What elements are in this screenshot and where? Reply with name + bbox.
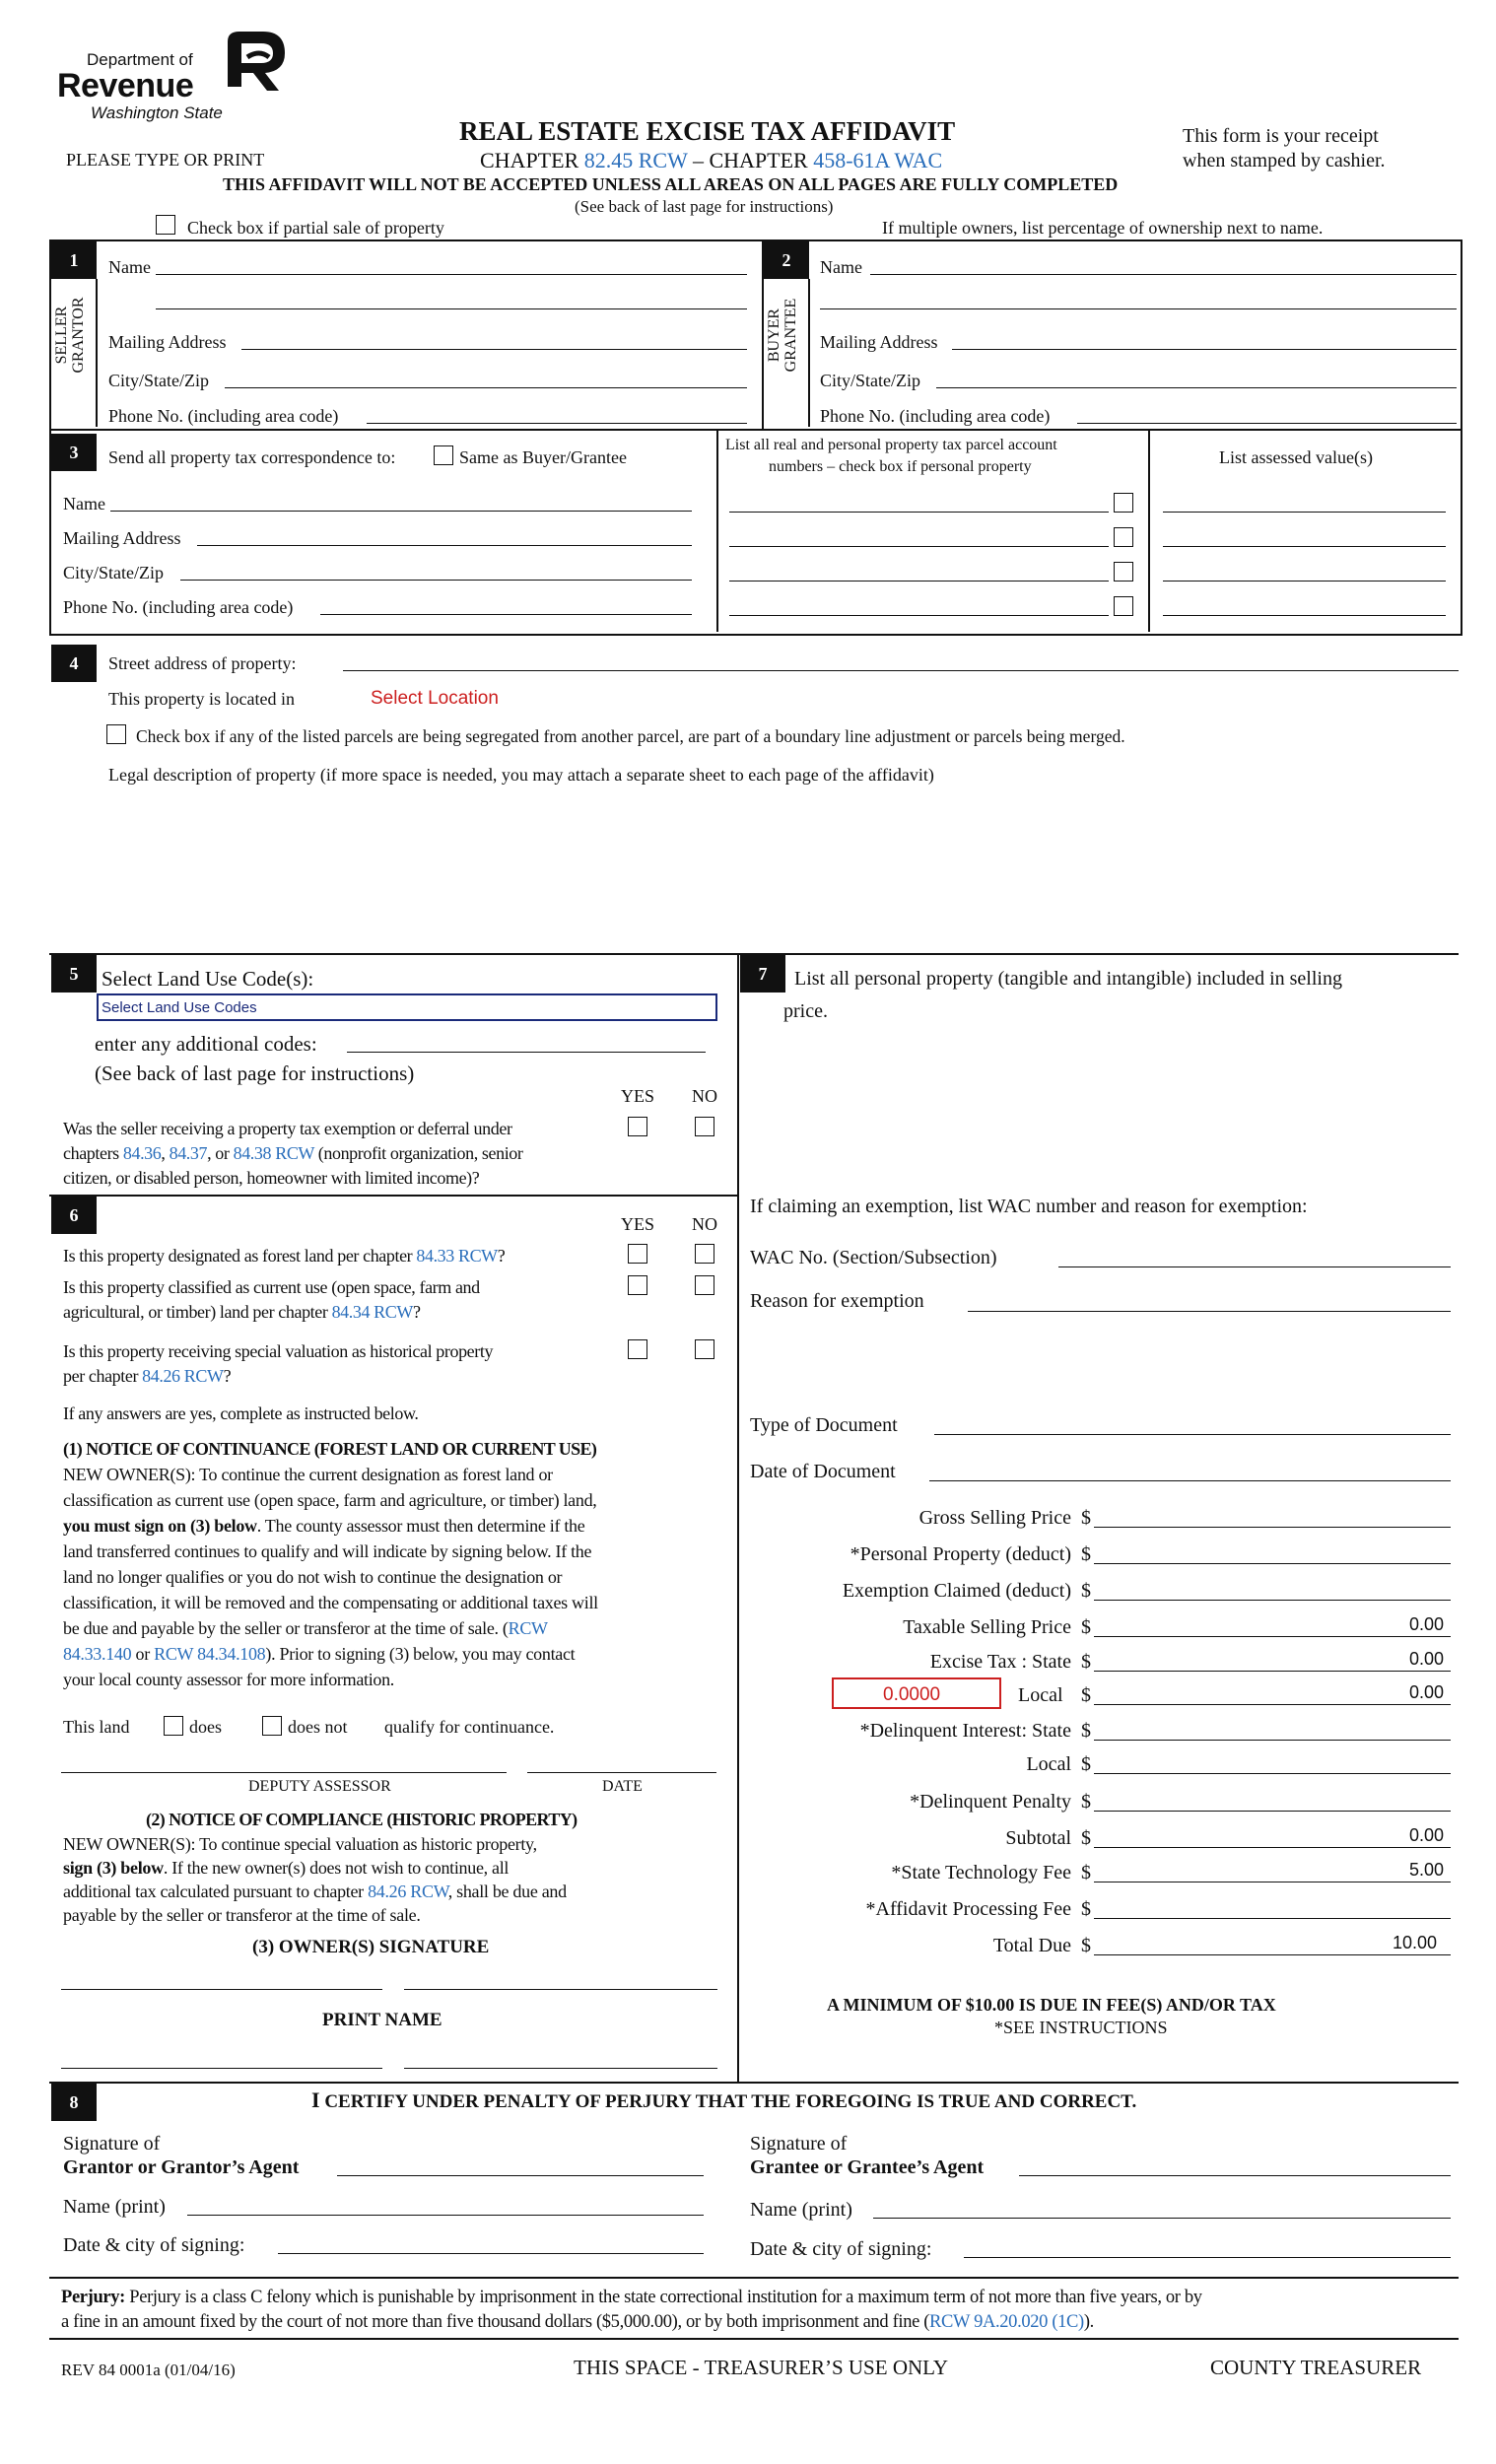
seller-phone-field[interactable] bbox=[367, 423, 747, 424]
logo-wa-state: Washington State bbox=[91, 103, 223, 122]
grantor-sig-of: Signature of bbox=[63, 2133, 161, 2155]
assessed-field-4[interactable] bbox=[1163, 615, 1446, 616]
this-land-label: This land bbox=[63, 1717, 130, 1737]
buyer-name-field[interactable] bbox=[870, 274, 1457, 275]
logo-dept-of: Department of bbox=[87, 50, 193, 69]
notice-1-title: (1) NOTICE OF CONTINUANCE (FOREST LAND OR CURRENT USE) bbox=[63, 1439, 597, 1459]
historic-yes-checkbox[interactable] bbox=[628, 1339, 647, 1359]
additional-codes-field[interactable] bbox=[347, 1052, 706, 1053]
fee-value-3: 0.00 bbox=[1408, 1614, 1444, 1634]
fee-label-10: *State Technology Fee bbox=[891, 1862, 1071, 1883]
street-address-field[interactable] bbox=[343, 670, 1459, 671]
treasurer-use-label: THIS SPACE - TREASURER’S USE ONLY bbox=[574, 2356, 949, 2379]
parcel-field-1[interactable] bbox=[729, 512, 1109, 513]
multiple-owners-note: If multiple owners, list percentage of ownership next to name. bbox=[882, 218, 1324, 238]
current-use-no-checkbox[interactable] bbox=[695, 1275, 714, 1295]
corr-mailing-field[interactable] bbox=[197, 545, 692, 546]
dept-logo bbox=[57, 28, 294, 126]
perjury-line-2: a fine in an amount fixed by the court of not more than five thousand dollars ($5,000.00), or by both imprisonment and fine (RCW 9A.20.020 (1C)). bbox=[61, 2312, 1094, 2332]
type-doc-field[interactable] bbox=[934, 1434, 1451, 1435]
seller-mailing-field[interactable] bbox=[241, 349, 747, 350]
assessed-field-2[interactable] bbox=[1163, 546, 1446, 547]
wac-no-field[interactable] bbox=[1058, 1266, 1451, 1267]
deputy-date-field[interactable] bbox=[527, 1772, 716, 1773]
s5-no-header: NO bbox=[692, 1086, 717, 1106]
assessed-header: List assessed value(s) bbox=[1219, 447, 1373, 467]
reason-field[interactable] bbox=[968, 1311, 1451, 1312]
section-8-badge: 8 bbox=[51, 2084, 97, 2121]
corr-phone-field[interactable] bbox=[320, 614, 692, 615]
current-use-yes-checkbox[interactable] bbox=[628, 1275, 647, 1295]
parcel-field-4[interactable] bbox=[729, 615, 1109, 616]
corr-city-field[interactable] bbox=[180, 580, 692, 581]
buyer-city-label: City/State/Zip bbox=[820, 371, 920, 390]
please-type: PLEASE TYPE OR PRINT bbox=[66, 150, 265, 170]
grantee-signature-field[interactable] bbox=[1019, 2175, 1451, 2176]
rcw-84-37-link[interactable]: 84.37 bbox=[169, 1143, 208, 1163]
date-doc-field[interactable] bbox=[929, 1480, 1451, 1481]
rcw-84-26-link-2[interactable]: 84.26 RCW bbox=[368, 1882, 448, 1901]
parcel-header-2: numbers – check box if personal property bbox=[769, 458, 1032, 475]
buyer-mailing-field[interactable] bbox=[952, 349, 1457, 350]
see-instructions-note: *SEE INSTRUCTIONS bbox=[994, 2018, 1168, 2037]
does-not-qualify-checkbox[interactable] bbox=[262, 1716, 282, 1736]
historic-no-checkbox[interactable] bbox=[695, 1339, 714, 1359]
fee-label-11: *Affidavit Processing Fee bbox=[865, 1898, 1071, 1920]
form-number: REV 84 0001a (01/04/16) bbox=[61, 2361, 236, 2379]
buyer-city-field[interactable] bbox=[936, 387, 1457, 388]
grantee-name-print-label: Name (print) bbox=[750, 2199, 852, 2221]
parcel-field-2[interactable] bbox=[729, 546, 1109, 547]
local-rate-field[interactable] bbox=[832, 1677, 1001, 1709]
section-6-badge: 6 bbox=[51, 1197, 97, 1234]
s6-no-header: NO bbox=[692, 1214, 717, 1234]
affidavit-fee-field[interactable] bbox=[1094, 1918, 1451, 1919]
additional-codes-label: enter any additional codes: bbox=[95, 1032, 317, 1056]
section-3-badge: 3 bbox=[51, 434, 97, 471]
seller-buyer-box bbox=[49, 240, 1462, 431]
parcel-personal-checkbox-2[interactable] bbox=[1114, 527, 1133, 547]
delinquent-interest-state-field[interactable] bbox=[1094, 1740, 1451, 1741]
grantor-name-field[interactable] bbox=[187, 2215, 704, 2216]
personal-property-deduct-field[interactable] bbox=[1094, 1563, 1451, 1564]
grantor-signature-field[interactable] bbox=[337, 2175, 704, 2176]
grantee-name-field[interactable] bbox=[873, 2218, 1451, 2219]
fee-value-5: 0.00 bbox=[1408, 1682, 1444, 1702]
select-location-dropdown[interactable]: Select Location bbox=[371, 688, 499, 709]
chapter-line: CHAPTER 82.45 RCW – CHAPTER 458-61A WAC bbox=[480, 148, 943, 172]
exemption-yes-checkbox[interactable] bbox=[628, 1117, 647, 1136]
total-due-field[interactable] bbox=[1094, 1954, 1451, 1955]
same-as-buyer-checkbox[interactable] bbox=[434, 445, 453, 465]
exemption-claim-label: If claiming an exemption, list WAC number and reason for exemption: bbox=[750, 1196, 1308, 1217]
segregated-checkbox[interactable] bbox=[106, 724, 126, 744]
seller-name-field-2[interactable] bbox=[156, 308, 747, 309]
current-use-q-line2: agricultural, or timber) land per chapter 84.34 RCW? bbox=[63, 1302, 421, 1322]
grantor-name-print-label: Name (print) bbox=[63, 2196, 166, 2218]
grantor-date-city-field[interactable] bbox=[278, 2253, 704, 2254]
grantee-date-city-label: Date & city of signing: bbox=[750, 2238, 932, 2260]
assessed-field-1[interactable] bbox=[1163, 512, 1446, 513]
rcw-84-38-link[interactable]: 84.38 RCW bbox=[233, 1143, 314, 1163]
parcel-field-3[interactable] bbox=[729, 581, 1109, 582]
grantee-date-city-field[interactable] bbox=[964, 2257, 1451, 2258]
land-use-label: Select Land Use Code(s): bbox=[102, 967, 314, 991]
s5-yes-header: YES bbox=[621, 1086, 655, 1106]
section-7-badge: 7 bbox=[740, 955, 785, 992]
rcw-link-a[interactable]: RCW bbox=[508, 1618, 548, 1638]
form-title: REAL ESTATE EXCISE TAX AFFIDAVIT bbox=[459, 116, 956, 146]
fee-label-9: Subtotal bbox=[1005, 1827, 1071, 1849]
fee-label-3: Taxable Selling Price bbox=[903, 1616, 1071, 1638]
deputy-assessor-sig-field[interactable] bbox=[61, 1772, 507, 1773]
land-use-dropdown[interactable] bbox=[97, 993, 717, 1021]
see-back-text: (See back of last page for instructions) bbox=[575, 197, 834, 216]
seller-phone-label: Phone No. (including area code) bbox=[108, 406, 339, 426]
buyer-grantee-label: BUYER GRANTEE bbox=[766, 298, 799, 373]
local-rate-value: 0.0000 bbox=[883, 1684, 941, 1705]
personal-property-line1: List all personal property (tangible and intangible) included in selling bbox=[794, 968, 1342, 990]
excise-tax-local-field[interactable] bbox=[1094, 1704, 1451, 1705]
notice-2-title: (2) NOTICE OF COMPLIANCE (HISTORIC PROPERTY) bbox=[146, 1810, 578, 1829]
land-use-dropdown-value: Select Land Use Codes bbox=[102, 999, 257, 1016]
owner-sig-field-1[interactable] bbox=[61, 1989, 382, 1990]
print-name-field-1[interactable] bbox=[61, 2068, 382, 2069]
grantor-agent-label: Grantor or Grantor’s Agent bbox=[63, 2156, 300, 2178]
fee-label-1: *Personal Property (deduct) bbox=[850, 1543, 1071, 1565]
land-use-see-back: (See back of last page for instructions) bbox=[95, 1061, 415, 1085]
section-5-badge: 5 bbox=[51, 955, 97, 992]
segregated-label: Check box if any of the listed parcels are being segregated from another parcel, are part of a boundary line adjustment or parcels being merged. bbox=[136, 726, 1125, 746]
parcel-personal-checkbox-4[interactable] bbox=[1114, 596, 1133, 616]
corr-mailing-label: Mailing Address bbox=[63, 528, 181, 548]
historic-q-line2: per chapter 84.26 RCW? bbox=[63, 1366, 232, 1386]
rcw-84-33-link[interactable]: 84.33 RCW bbox=[416, 1246, 498, 1266]
logo-mark-icon bbox=[220, 28, 289, 97]
deputy-date-label: DATE bbox=[602, 1778, 643, 1795]
seller-mailing-label: Mailing Address bbox=[108, 332, 227, 352]
fee-value-12: 10.00 bbox=[1392, 1933, 1437, 1952]
current-use-q-line1: Is this property classified as current use (open space, farm and bbox=[63, 1277, 480, 1297]
type-doc-label: Type of Document bbox=[750, 1414, 898, 1436]
street-address-label: Street address of property: bbox=[108, 653, 297, 673]
rcw-84-34-108-link[interactable]: RCW 84.34.108 bbox=[154, 1644, 266, 1664]
owner-signature-label: (3) OWNER(S) SIGNATURE bbox=[252, 1937, 490, 1957]
perjury-line-1: Perjury: Perjury is a class C felony which is punishable by imprisonment in the state correctional institution for a maximum term of not more than five years, or by bbox=[61, 2288, 1202, 2307]
seller-grantor-label: SELLER GRANTOR bbox=[53, 297, 87, 374]
county-treasurer-label: COUNTY TREASURER bbox=[1210, 2356, 1422, 2379]
logo-revenue: Revenue bbox=[57, 67, 194, 104]
certify-text: I CERTIFY UNDER PENALTY OF PERJURY THAT THE FOREGOING IS TRUE AND CORRECT. bbox=[311, 2088, 1137, 2112]
subtotal-field[interactable] bbox=[1094, 1847, 1451, 1848]
exemption-claimed-field[interactable] bbox=[1094, 1600, 1451, 1601]
fee-label-8: *Delinquent Penalty bbox=[910, 1791, 1071, 1813]
fee-value-4: 0.00 bbox=[1408, 1649, 1444, 1669]
section-4-badge: 4 bbox=[51, 645, 97, 682]
located-in-label: This property is located in bbox=[108, 689, 295, 709]
corr-phone-label: Phone No. (including area code) bbox=[63, 597, 294, 617]
fee-label-7: Local bbox=[1026, 1753, 1071, 1775]
buyer-name-field-2[interactable] bbox=[820, 308, 1457, 309]
partial-sale-checkbox[interactable] bbox=[156, 215, 175, 235]
fee-label-2: Exemption Claimed (deduct) bbox=[842, 1580, 1071, 1602]
fee-label-5: Local bbox=[1018, 1684, 1063, 1706]
deputy-assessor-label: DEPUTY ASSESSOR bbox=[248, 1778, 391, 1795]
parcel-header-1: List all real and personal property tax parcel account bbox=[725, 437, 1057, 453]
buyer-name-label: Name bbox=[820, 257, 862, 277]
does-qualify-checkbox[interactable] bbox=[164, 1716, 183, 1736]
exemption-no-checkbox[interactable] bbox=[695, 1117, 714, 1136]
if-yes-text: If any answers are yes, complete as instructed below. bbox=[63, 1403, 419, 1423]
exemption-q-line3: citizen, or disabled person, homeowner with limited income)? bbox=[63, 1168, 480, 1188]
owner-sig-field-2[interactable] bbox=[404, 1989, 717, 1990]
grantee-sig-of: Signature of bbox=[750, 2133, 848, 2155]
corr-name-field[interactable] bbox=[110, 511, 692, 512]
legal-desc-label: Legal description of property (if more space is needed, you may attach a separate sheet to each page of the affidavit) bbox=[108, 765, 934, 785]
receipt-line-2: when stamped by cashier. bbox=[1183, 150, 1386, 171]
does-label: does bbox=[189, 1717, 222, 1737]
date-doc-label: Date of Document bbox=[750, 1461, 896, 1482]
same-as-buyer-label: Same as Buyer/Grantee bbox=[459, 447, 627, 467]
chapter-wac-link[interactable]: 458-61A WAC bbox=[813, 148, 943, 172]
fee-value-9: 0.00 bbox=[1408, 1825, 1444, 1845]
does-not-label: does not bbox=[288, 1717, 348, 1737]
rcw-84-26-link[interactable]: 84.26 RCW bbox=[142, 1366, 224, 1386]
gross-selling-price-field[interactable] bbox=[1094, 1527, 1451, 1528]
wac-no-label: WAC No. (Section/Subsection) bbox=[750, 1247, 997, 1268]
rcw-84-36-link[interactable]: 84.36 bbox=[122, 1143, 162, 1163]
print-name-label: PRINT NAME bbox=[322, 2010, 442, 2030]
buyer-phone-label: Phone No. (including area code) bbox=[820, 406, 1051, 426]
section-2-badge: 2 bbox=[764, 241, 809, 279]
s6-yes-header: YES bbox=[621, 1214, 655, 1234]
excise-tax-state-field[interactable] bbox=[1094, 1671, 1451, 1672]
fee-label-0: Gross Selling Price bbox=[918, 1507, 1071, 1529]
parcel-personal-checkbox-3[interactable] bbox=[1114, 562, 1133, 582]
fee-label-6: *Delinquent Interest: State bbox=[859, 1720, 1071, 1742]
forest-yes-checkbox[interactable] bbox=[628, 1244, 647, 1264]
chapter-rcw-link[interactable]: 82.45 RCW bbox=[583, 148, 688, 172]
print-name-field-2[interactable] bbox=[404, 2068, 717, 2069]
delinquent-interest-local-field[interactable] bbox=[1094, 1773, 1451, 1774]
rcw-9a-20-020-link[interactable]: RCW 9A.20.020 (1C) bbox=[929, 2312, 1084, 2332]
forest-land-q: Is this property designated as forest land per chapter 84.33 RCW? bbox=[63, 1246, 506, 1266]
corr-name-label: Name bbox=[63, 494, 105, 513]
seller-name-label: Name bbox=[108, 257, 151, 277]
seller-city-field[interactable] bbox=[225, 387, 747, 388]
rcw-84-33-140-link[interactable]: 84.33.140 bbox=[63, 1644, 132, 1664]
receipt-line-1: This form is your receipt bbox=[1183, 125, 1379, 147]
parcel-personal-checkbox-1[interactable] bbox=[1114, 493, 1133, 513]
partial-sale-label: Check box if partial sale of property bbox=[187, 218, 444, 238]
taxable-selling-price-field[interactable] bbox=[1094, 1636, 1451, 1637]
fee-value-10: 5.00 bbox=[1408, 1860, 1444, 1880]
assessed-field-3[interactable] bbox=[1163, 581, 1446, 582]
exemption-q-line1: Was the seller receiving a property tax exemption or deferral under bbox=[63, 1119, 512, 1138]
grantee-agent-label: Grantee or Grantee’s Agent bbox=[750, 2156, 985, 2178]
fee-label-12: Total Due bbox=[992, 1935, 1071, 1956]
personal-property-line2: price. bbox=[783, 1000, 828, 1022]
send-correspondence-label: Send all property tax correspondence to: bbox=[108, 447, 396, 467]
corr-city-label: City/State/Zip bbox=[63, 563, 164, 582]
forest-no-checkbox[interactable] bbox=[695, 1244, 714, 1264]
warning-text: THIS AFFIDAVIT WILL NOT BE ACCEPTED UNLESS ALL AREAS ON ALL PAGES ARE FULLY COMPLETED bbox=[223, 174, 1119, 194]
qualify-label: qualify for continuance. bbox=[384, 1717, 555, 1737]
grantor-date-city-label: Date & city of signing: bbox=[63, 2234, 245, 2256]
rcw-84-34-link[interactable]: 84.34 RCW bbox=[331, 1302, 413, 1322]
buyer-mailing-label: Mailing Address bbox=[820, 332, 938, 352]
historic-q-line1: Is this property receiving special valuation as historical property bbox=[63, 1341, 494, 1361]
fee-label-4: Excise Tax : State bbox=[929, 1651, 1071, 1673]
seller-name-field[interactable] bbox=[156, 274, 747, 275]
section-1-badge: 1 bbox=[51, 241, 97, 279]
buyer-phone-field[interactable] bbox=[1077, 423, 1457, 424]
exemption-q-line2: chapters 84.36, 84.37, or 84.38 RCW (nonprofit organization, senior bbox=[63, 1143, 523, 1163]
seller-city-label: City/State/Zip bbox=[108, 371, 209, 390]
reason-label: Reason for exemption bbox=[750, 1290, 924, 1312]
minimum-due-note: A MINIMUM OF $10.00 IS DUE IN FEE(S) AND/OR TAX bbox=[827, 1995, 1276, 2015]
delinquent-penalty-field[interactable] bbox=[1094, 1811, 1451, 1812]
